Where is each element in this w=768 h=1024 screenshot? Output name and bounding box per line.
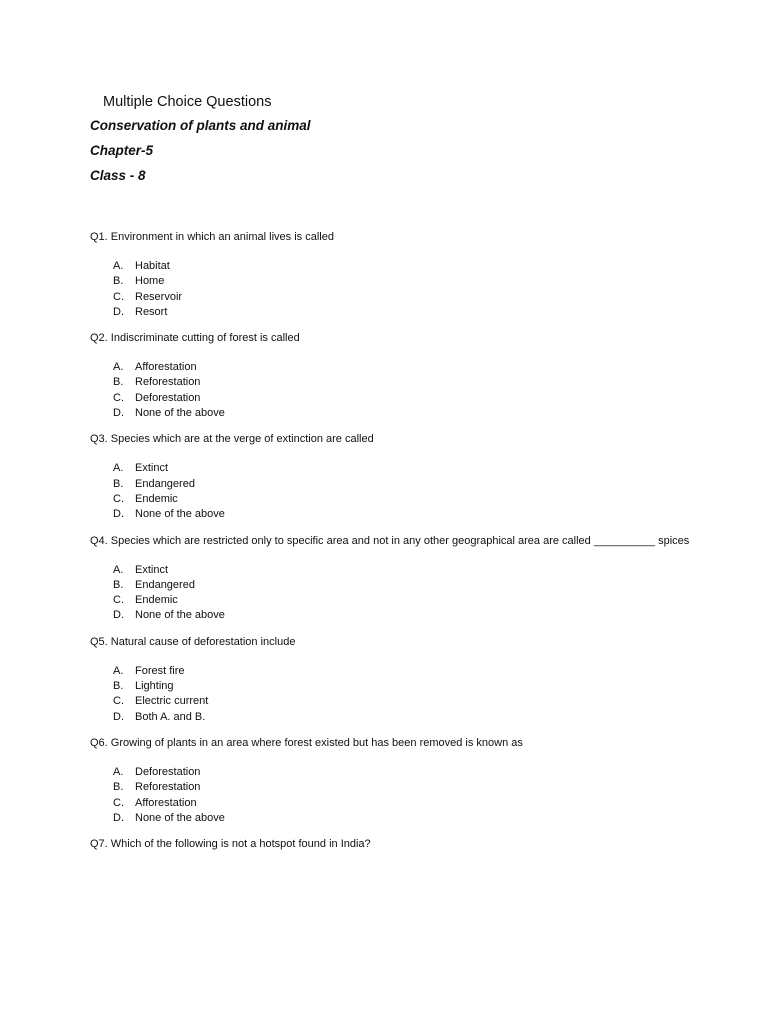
option-text: Endemic bbox=[135, 594, 178, 607]
option-list bbox=[90, 259, 690, 320]
question-block bbox=[90, 735, 690, 826]
question-text: Q7. Which of the following is not a hotspot found in India? bbox=[90, 838, 371, 851]
option-text: Reservoir bbox=[135, 290, 183, 303]
question-text: Q4. Species which are restricted only to specific area and not in any other geographical area are called __________ spices bbox=[90, 534, 690, 547]
option-item bbox=[90, 578, 690, 593]
option-letter: D. bbox=[113, 811, 124, 824]
option-text: Afforestation bbox=[135, 796, 197, 809]
option-item bbox=[90, 259, 690, 274]
option-item bbox=[90, 507, 690, 522]
question-text: Q1. Environment in which an animal lives is called bbox=[90, 231, 334, 243]
option-letter: A. bbox=[113, 664, 124, 677]
option-letter: A. bbox=[113, 361, 124, 374]
topic-heading: Conservation of plants and animal bbox=[90, 118, 311, 133]
option-item bbox=[90, 796, 690, 811]
option-text: None of the above bbox=[135, 407, 225, 420]
question-list bbox=[90, 229, 690, 852]
question-text: Q3. Species which are at the verge of extinction are called bbox=[90, 433, 374, 446]
option-text: Resort bbox=[135, 305, 168, 318]
option-item bbox=[90, 811, 690, 826]
option-text: Afforestation bbox=[135, 361, 197, 374]
option-text: Electric current bbox=[135, 695, 209, 708]
question-block bbox=[90, 533, 690, 624]
option-item bbox=[90, 360, 690, 375]
option-item bbox=[90, 274, 690, 289]
option-letter: D. bbox=[113, 609, 124, 622]
option-letter: B. bbox=[113, 376, 124, 389]
class-heading: Class - 8 bbox=[90, 168, 146, 183]
option-list bbox=[90, 360, 690, 421]
option-text: Reforestation bbox=[135, 376, 201, 389]
option-letter: C. bbox=[113, 391, 124, 404]
option-text: Endangered bbox=[135, 578, 195, 591]
option-text: None of the above bbox=[135, 609, 225, 622]
option-text: Lighting bbox=[135, 680, 174, 693]
option-item bbox=[90, 780, 690, 795]
option-item bbox=[90, 375, 690, 390]
option-letter: D. bbox=[113, 508, 124, 521]
option-item bbox=[90, 305, 690, 320]
question-text: Q5. Natural cause of deforestation include bbox=[90, 635, 296, 648]
question-block bbox=[90, 431, 690, 522]
option-list bbox=[90, 664, 690, 725]
question-block bbox=[90, 229, 690, 320]
option-text: Endemic bbox=[135, 492, 178, 505]
question-text: Q6. Growing of plants in an area where forest existed but has been removed is known as bbox=[90, 736, 523, 749]
option-text: Deforestation bbox=[135, 765, 201, 778]
question-text: Q2. Indiscriminate cutting of forest is called bbox=[90, 332, 300, 345]
option-item bbox=[90, 477, 690, 492]
option-item bbox=[90, 406, 690, 421]
option-letter: B. bbox=[113, 680, 124, 693]
option-letter: B. bbox=[113, 578, 124, 591]
option-item bbox=[90, 694, 690, 709]
option-letter: B. bbox=[113, 275, 124, 288]
option-text: Extinct bbox=[135, 563, 169, 576]
option-item bbox=[90, 664, 690, 679]
option-item bbox=[90, 563, 690, 578]
option-list bbox=[90, 461, 690, 522]
option-letter: D. bbox=[113, 407, 124, 420]
option-letter: C. bbox=[113, 290, 124, 303]
option-item bbox=[90, 461, 690, 476]
option-item bbox=[90, 492, 690, 507]
option-letter: A. bbox=[113, 260, 124, 272]
option-text: None of the above bbox=[135, 811, 225, 824]
question-block bbox=[90, 634, 690, 725]
option-letter: C. bbox=[113, 796, 124, 809]
option-list bbox=[90, 765, 690, 826]
option-text: Habitat bbox=[135, 260, 170, 272]
option-text: Endangered bbox=[135, 477, 195, 490]
option-item bbox=[90, 290, 690, 305]
option-list bbox=[90, 563, 690, 624]
option-letter: C. bbox=[113, 594, 124, 607]
option-text: None of the above bbox=[135, 508, 225, 521]
option-item bbox=[90, 710, 690, 725]
option-letter: C. bbox=[113, 492, 124, 505]
option-letter: C. bbox=[113, 695, 124, 708]
option-letter: A. bbox=[113, 765, 124, 778]
question-block bbox=[90, 836, 690, 852]
question-block bbox=[90, 330, 690, 421]
option-text: Reforestation bbox=[135, 781, 201, 794]
option-letter: B. bbox=[113, 781, 124, 794]
chapter-heading: Chapter-5 bbox=[90, 143, 154, 158]
option-item bbox=[90, 391, 690, 406]
option-letter: D. bbox=[113, 710, 124, 723]
option-item bbox=[90, 765, 690, 780]
option-letter: A. bbox=[113, 563, 124, 576]
option-text: Deforestation bbox=[135, 391, 201, 404]
option-item bbox=[90, 593, 690, 608]
option-item bbox=[90, 679, 690, 694]
option-text: Home bbox=[135, 275, 165, 288]
document-page bbox=[90, 93, 690, 862]
option-item bbox=[90, 608, 690, 623]
option-letter: B. bbox=[113, 477, 124, 490]
option-text: Both A. and B. bbox=[135, 710, 206, 723]
option-letter: A. bbox=[113, 462, 124, 475]
option-letter: D. bbox=[113, 305, 124, 318]
option-text: Extinct bbox=[135, 462, 169, 475]
page-title: Multiple Choice Questions bbox=[103, 94, 272, 110]
option-text: Forest fire bbox=[135, 664, 185, 677]
